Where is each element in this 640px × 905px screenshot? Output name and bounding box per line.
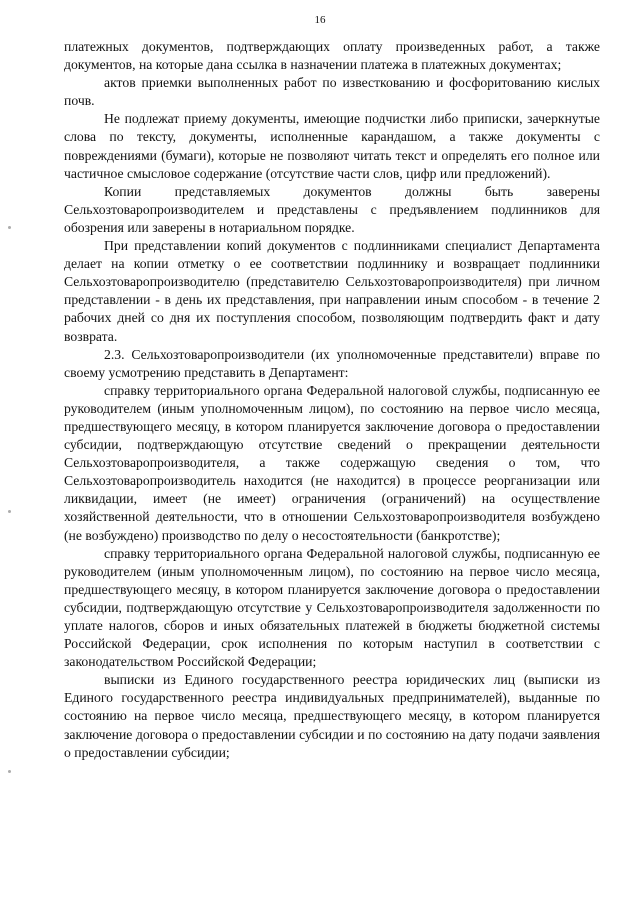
paragraph-certified-copies: Копии представляемых документов должны быть заверены Сельхозтоваропроизводителем и представлены с предъявлением подлинников для обозрения или заверены в нотариальном порядке. [64, 183, 600, 235]
scan-speck [8, 770, 11, 773]
scan-speck [8, 510, 11, 513]
paragraph-rejected-documents: Не подлежат приему документы, имеющие подчистки либо приписки, зачеркнутые слова по тексту, документы, исполненные карандашом, а также документы с повреждениями (бумаги), которые не позволяют читать текст и определять его полное или частичное смысловое содержание (отсутствие части слов, цифр или предложений). [64, 111, 600, 181]
paragraph-payment-documents: платежных документов, подтверждающих оплату произведенных работ, а также документов, на которые дана ссылка в назначении платежа в платежных документах; [64, 39, 600, 73]
paragraph-registry-extracts: выписки из Единого государственного реестра юридических лиц (выписки из Единого государственного реестра индивидуальных предпринимателей), выданные по состоянию на первое число месяца, предшествующего месяцу, в котором планируется заключение договора о предоставлении субсидии и по состоянию на дату подачи заявления о предоставлении субсидии; [64, 672, 600, 760]
page-number: 16 [314, 14, 326, 26]
paragraph-copies-with-originals: При представлении копий документов с подлинниками специалист Департамента делает на копии отметку о ее соответствии подлиннику и возвращает подлинники Сельхозтоваропроизводителю (представителю Сельхозтоваропроизводителя) при личном представлении - в день их представления, при направлении иным способом - в течение 2 рабочих дней со дня их поступления способом, позволяющим подтвердить факт и дату возврата. [64, 238, 600, 344]
document-body [64, 38, 600, 762]
paragraph-tax-certificate-debt: справку территориального органа Федеральной налоговой службы, подписанную ее руководителем (иным уполномоченным лицом), по состоянию на первое число месяца, предшествующего месяцу, в котором планируется заключение договора о предоставлении субсидии, подтверждающую отсутствие у Сельхозтоваропроизводителя задолженности по уплате налогов, сборов и иных обязательных платежей в бюджеты бюджетной системы Российской Федерации, срок исполнения по которым наступил в соответствии с законодательством Российской Федерации; [64, 545, 600, 670]
scan-speck [8, 226, 11, 229]
paragraph-tax-certificate-status: справку территориального органа Федеральной налоговой службы, подписанную ее руководителем (иным уполномоченным лицом), по состоянию на первое число месяца, предшествующего месяцу, в котором планируется заключение договора о предоставлении субсидии, подтверждающую отсутствие сведений о прекращении деятельности Сельхозтоваропроизводителя, а также содержащую сведения о том, что Сельхозтоваропроизводитель находится (не находится) в процессе реорганизации или ликвидации, имеет (не имеет) ограничения (ограничений) на осуществление хозяйственной деятельности, что в отношении Сельхозтоваропроизводителя возбуждено (не возбуждено) производство по делу о несостоятельности (банкротстве); [64, 382, 600, 543]
paragraph-acceptance-acts: актов приемки выполненных работ по известкованию и фосфоритованию кислых почв. [64, 75, 600, 109]
paragraph-section-2-3: 2.3. Сельхозтоваропроизводители (их уполномоченные представители) вправе по своему усмотрению представить в Департамент: [64, 346, 600, 380]
